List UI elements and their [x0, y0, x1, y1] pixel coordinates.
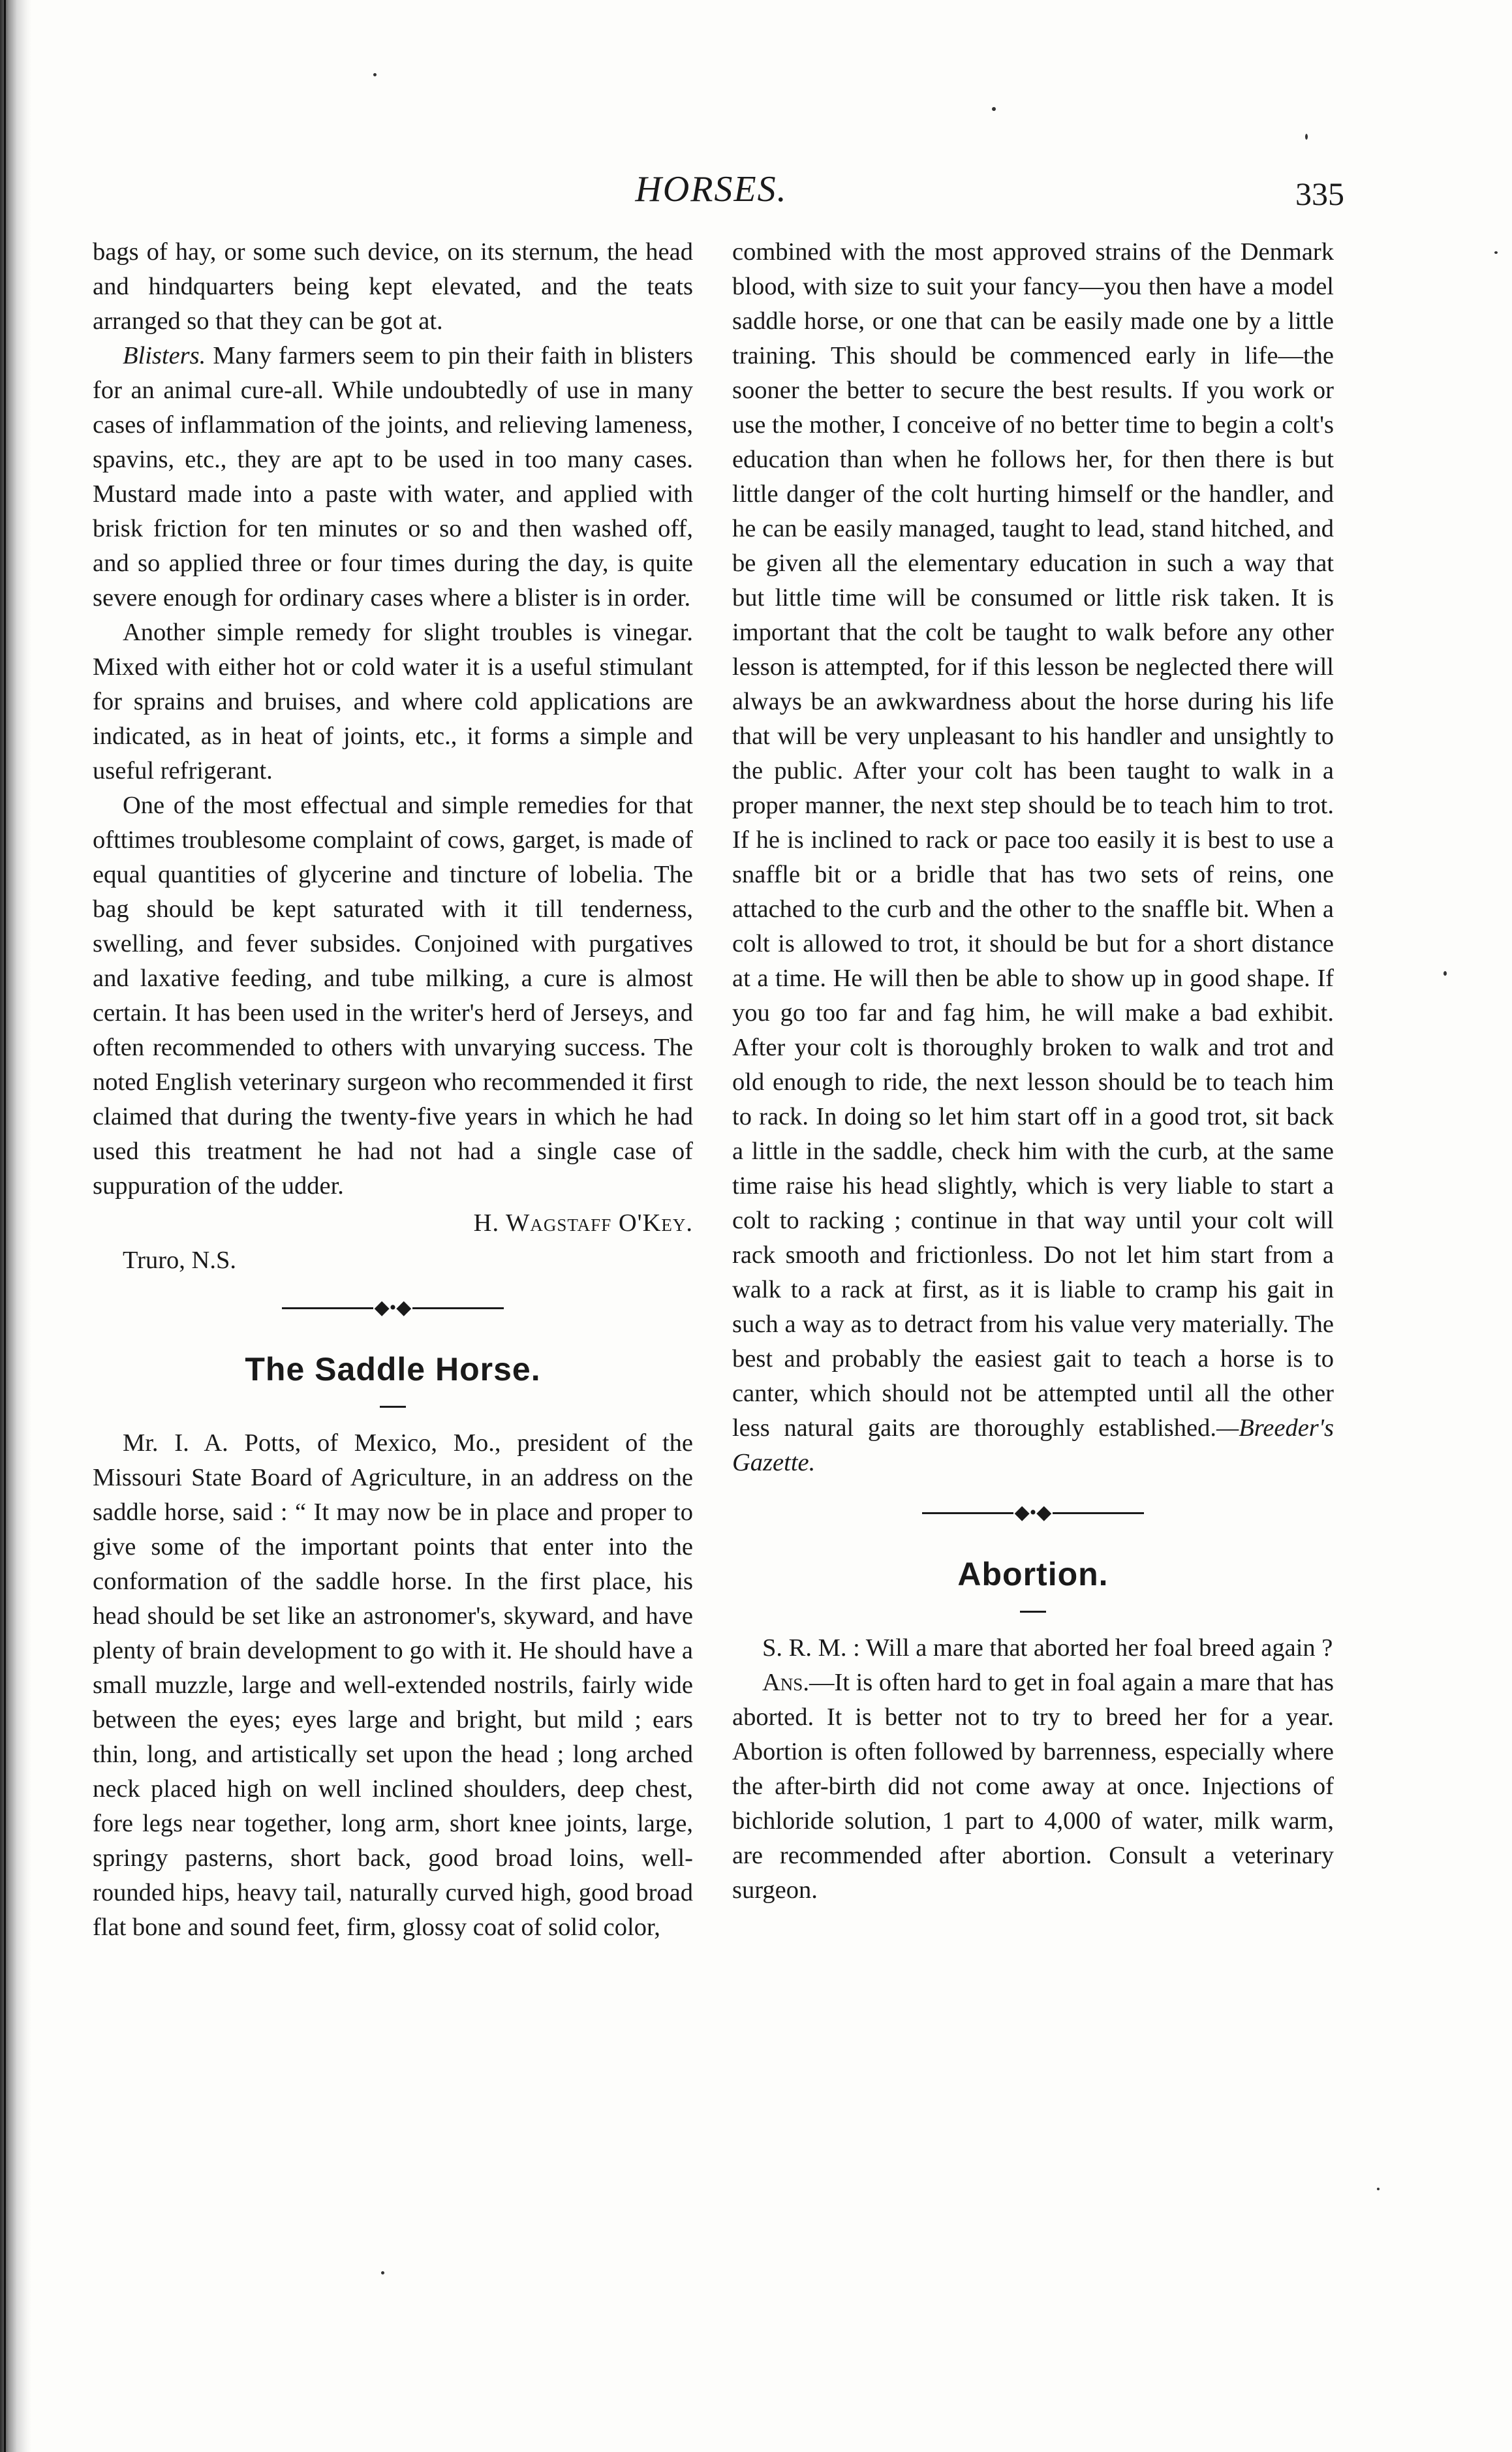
speck — [1443, 971, 1447, 976]
title-dash — [1020, 1611, 1046, 1613]
speck — [381, 2271, 384, 2274]
answer-lead: Ans. — [762, 1669, 809, 1696]
paragraph: Mr. I. A. Potts, of Mexico, Mo., president of the Missouri State Board of Agriculture, in an address on the saddle horse, said : “ It may now be in place and proper to give some of the important points that enter into the conformation of the saddle horse. In the first place, his head should be set like an astronomer's, skyward, and have plenty of brain development to go with it. He should have a small muzzle, large and well-extended nostrils, fairly wide between the eyes; eyes large and bright, but mild ; ears thin, long, and artistically set upon the head ; long arched neck placed high on well inclined shoulders, deep chest, fore legs near together, long arm, short knee joints, large, springy pasterns, short back, good broad loins, well-rounded hips, heavy tail, naturally curved high, good broad flat bone and sound feet, firm, glossy coat of solid color, — [93, 1429, 693, 1941]
divider-rule — [922, 1512, 1013, 1514]
paragraph: bags of hay, or some such device, on its sternum, the head and hindquarters being kept elevated, and the teats arranged so that they can be got at. — [93, 238, 693, 335]
divider-rule — [282, 1307, 373, 1309]
divider-ornament-icon: ◆•◆ — [374, 1297, 412, 1318]
paragraph-lead: Blisters. — [123, 342, 206, 369]
author-signature: H. Wagstaff O'Key. — [473, 1209, 693, 1237]
paragraph: One of the most effectual and simple remedies for that ofttimes troublesome complaint of cows, garget, is made of equal quantities of glycerine and tincture of lobelia. The bag should be kept saturated with it till tenderness, swelling, and fever subsides. Conjoined with purgatives and laxative feeding, and tube milking, a cure is almost certain. It has been used in the writer's herd of Jerseys, and often recommended to others with unvarying success. The noted English veterinary surgeon who recommended it first claimed that during the twenty-five years in which he had used this treatment he had not had a single case of suppuration of the udder. — [93, 792, 693, 1200]
running-head: HORSES. — [635, 169, 788, 210]
paragraph: Another simple remedy for slight troubles is vinegar. Mixed with either hot or cold water it is a useful stimulant for sprains and bruises, and where cold applications are indicated, as in heat of joints, etc., it forms a simple and useful refrigerant. — [93, 619, 693, 784]
paragraph-blisters — [93, 339, 693, 615]
divider-rule — [412, 1307, 504, 1309]
answer-body: —It is often hard to get in foal again a mare that has aborted. It is better not to try to breed her for a year. Abortion is often followed by barrenness, especially where the after-birth did not come away at once. Injections of bichloride solution, 1 part to 4,000 of water, milk warm, are recommended after abortion. Consult a veterinary surgeon. — [732, 1669, 1334, 1904]
speck — [373, 73, 377, 76]
divider-ornament-icon: ◆•◆ — [1014, 1502, 1052, 1523]
section-title: Abortion. — [957, 1556, 1109, 1592]
paragraph-body: Many farmers seem to pin their faith in blisters for an animal cure-all. While undoubtedly of use in many cases of inflammation of the joints, and relieving lameness, spavins, etc., they are apt to be used in too many cases. Mustard made into a paste with water, and applied with brisk friction for ten minutes or so and then washed off, and so applied three or four times during the day, is quite severe enough for ordinary cases where a blister is in order. — [93, 342, 693, 612]
speck — [1377, 2188, 1380, 2190]
author-location: Truro, N.S. — [123, 1247, 237, 1274]
speck — [1305, 134, 1308, 140]
answer — [732, 1666, 1334, 1908]
source-citation: —Breeder's Gazette. — [732, 1414, 1334, 1476]
paragraph-continued — [732, 235, 1334, 1480]
speck — [1494, 251, 1498, 254]
title-dash — [380, 1406, 406, 1408]
paragraph-body: combined with the most approved strains of the Denmark blood, with size to suit your fancy—you then have a model saddle horse, or one that can be easily made one by a little training. This should be commenced early in life—the sooner the better to secure the best results. If you work or use the mother, I conceive of no better time to begin a colt's education than when he follows her, for then there is but little danger of the colt hurting himself or the handler, and he can be easily managed, taught to lead, stand hitched, and be given all the elementary education in such a way that but little time will be consumed or little risk taken. It is important that the colt be taught to walk before any other lesson is attempted, for if this lesson be neglected there will always be an awkwardness about the horse during his life that will be very unpleasant to his handler and unsightly to the public. After your colt has been taught to walk in a proper manner, the next step should be to teach him to trot. If he is inclined to rack or pace too easily it is best to use a snaffle bit or a bridle that has two sets of reins, one attached to the curb and the other to the snaffle bit. When a colt is allowed to trot, it should be but for a short distance at a time. He will then be able to show up in good shape. If you go too far and fag him, he will make a bad exhibit. After your colt is thoroughly broken to walk and trot and old enough to ride, the next lesson should be to teach him to rack. In doing so let him start off in a good trot, sit back a little in the saddle, check him with the curb, at the same time raise his head slightly, which is very liable to start a colt to racking ; continue in that way until your colt will rack smooth and frictionless. Do not let him start from a walk to a rack at first, as it is liable to cramp his gait in such a way as to detract from his value very materially. The best and probably the easiest gait to teach a horse is to canter, which should not be attempted until all the other less natural gaits are thoroughly established. — [732, 238, 1334, 1442]
right-column — [732, 235, 1334, 1908]
left-column — [93, 235, 693, 1945]
binding-edge — [4, 0, 6, 2452]
speck — [992, 107, 996, 111]
divider-rule — [1053, 1512, 1144, 1514]
section-divider — [922, 1500, 1144, 1526]
page-number: 335 — [1295, 176, 1344, 212]
question: S. R. M. : Will a mare that aborted her foal breed again ? — [762, 1634, 1333, 1662]
section-divider — [282, 1295, 504, 1321]
section-title: The Saddle Horse. — [245, 1351, 541, 1388]
